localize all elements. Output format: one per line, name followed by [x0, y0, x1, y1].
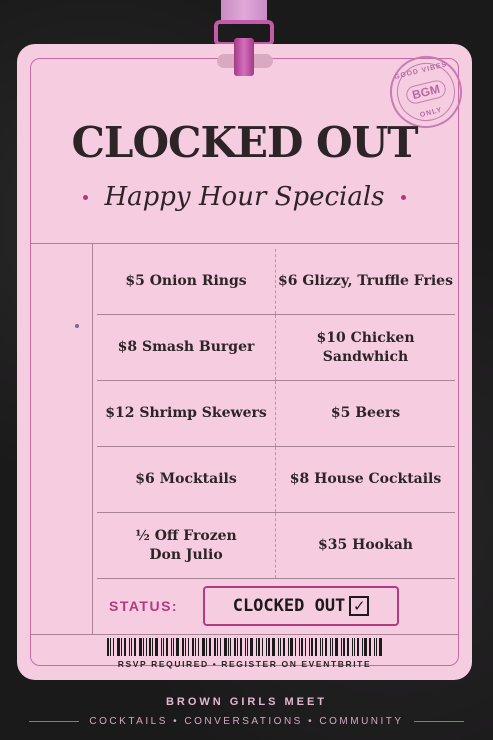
menu-item: $5 Beers: [330, 405, 401, 422]
menu-item: $5 Onion Rings: [97, 249, 276, 314]
checkmark-icon: ✓: [349, 596, 369, 616]
status-box: [203, 586, 399, 626]
menu-item: $12 Shrimp Skewers: [97, 381, 276, 446]
subtitle-row: [17, 182, 472, 212]
speck-decoration: [75, 324, 79, 328]
grid-top-divider: [31, 243, 458, 244]
menu-item: $10 Chicken Sandwhich: [316, 329, 415, 365]
stamp-bottom-text: ONLY: [419, 106, 444, 120]
footer-brand: BROWN GIRLS MEET: [165, 696, 328, 708]
badge-title: CLOCKED OUT: [71, 118, 418, 167]
menu-row: [97, 315, 455, 381]
footer-divider: [414, 721, 464, 722]
barcode-icon: [107, 638, 385, 656]
bullet-dot-icon: [83, 195, 88, 200]
menu-row: [97, 447, 455, 513]
menu-row: [97, 381, 455, 447]
menu-item: $8 Smash Burger: [97, 315, 276, 380]
lanyard-clip-bar: [234, 38, 254, 76]
grid-bottom-divider: [31, 634, 458, 635]
footer-tags-row: [0, 716, 493, 727]
footer-divider: [29, 721, 79, 722]
menu-item: $8 House Cocktails: [289, 471, 442, 488]
badge-card: [17, 44, 472, 680]
bullet-dot-icon: [401, 195, 406, 200]
menu-item: $6 Mocktails: [97, 447, 276, 512]
status-row: [97, 582, 455, 630]
footer-tags: COCKTAILS • CONVERSATIONS • COMMUNITY: [89, 716, 404, 727]
rsvp-note: RSVP REQUIRED • REGISTER ON EVENTBRITE: [117, 659, 372, 669]
menu-item: $35 Hookah: [318, 537, 413, 554]
menu-row: [97, 513, 455, 579]
stamp-top-text: GOOD VIBES: [393, 61, 449, 82]
grid-left-divider: [92, 243, 93, 634]
status-label: STATUS:: [109, 598, 179, 614]
specials-menu: [97, 249, 455, 579]
stamp-middle-text: BGM: [404, 78, 447, 105]
status-value: CLOCKED OUT: [232, 596, 346, 616]
menu-item: [97, 513, 276, 578]
menu-item-text: ½ Off Frozen Don Julio: [135, 527, 237, 563]
menu-row: [97, 249, 455, 315]
badge-subtitle: Happy Hour Specials: [104, 182, 385, 212]
menu-item: $6 Glizzy, Truffle Fries: [278, 273, 453, 290]
